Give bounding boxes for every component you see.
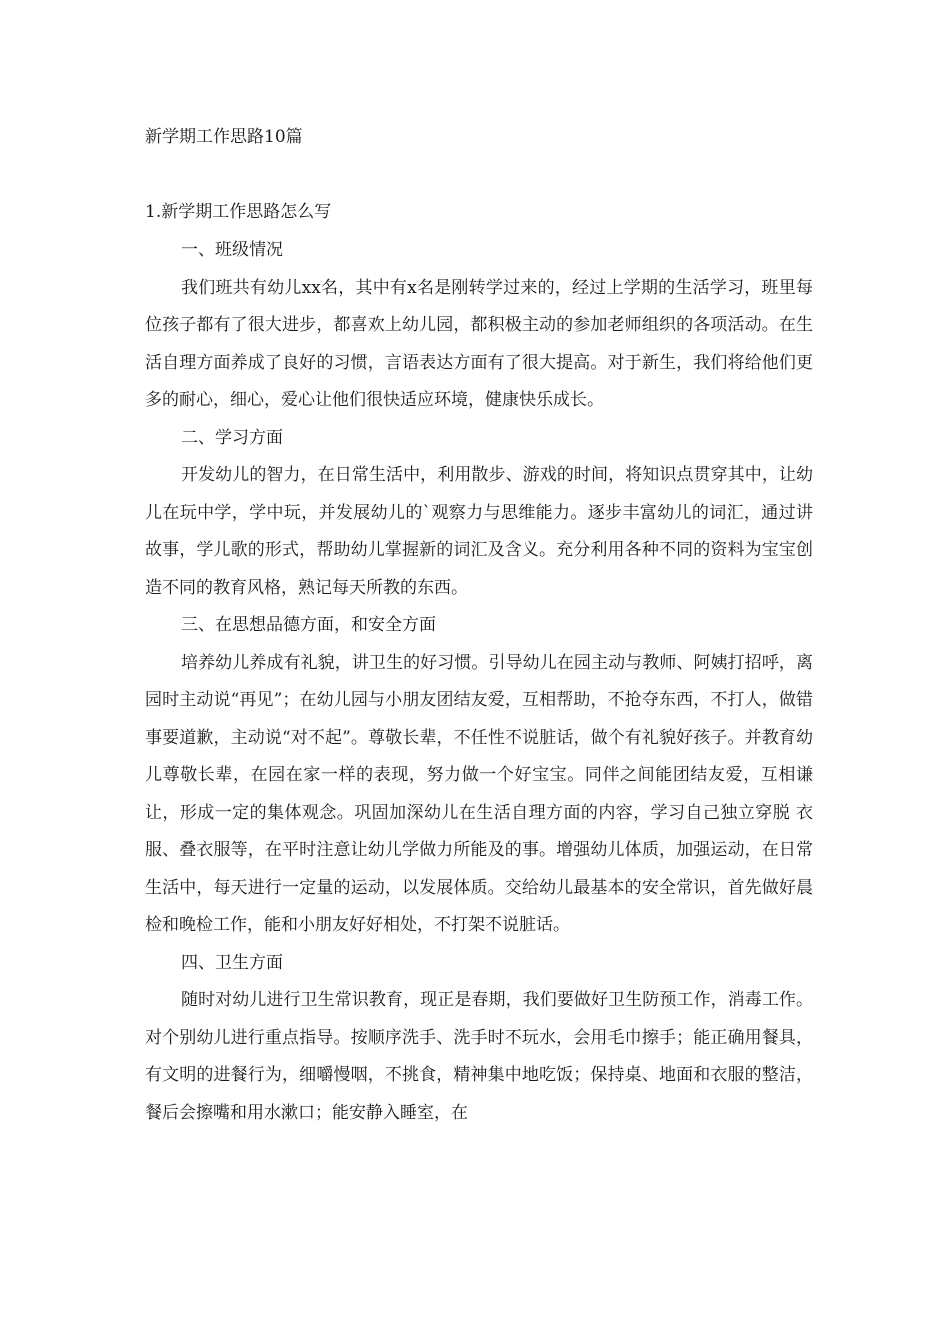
paragraph-class-situation: 我们班共有幼儿xx名，其中有x名是刚转学过来的，经过上学期的生活学习，班里每位孩子都有了很大进步，都喜欢上幼儿园，都积极主动的参加老师组织的各项活动。在生活自理方面养成了良好的习惯，言语表达方面有了很大提高。对于新生，我们将给他们更多的耐心，细心，爱心让他们很快适应环境，健康快乐成长。 (145, 277, 813, 410)
subheading-class-situation: 一、班级情况 (181, 240, 283, 260)
document-title: 新学期工作思路10篇 (145, 127, 303, 147)
paragraph-morality-safety: 培养幼儿养成有礼貌，讲卫生的好习惯。引导幼儿在园主动与教师、阿姨打招呼，离园时主动说“再见”；在幼儿园与小朋友团结友爱，互相帮助，不抢夺东西，不打人，做错事要道歉，主动说“对不起”。尊敬长辈，不任性不说脏话，做个有礼貌好孩子。并教育幼儿尊敬长辈，在园在家一样的表现，努力做一个好宝宝。同伴之间能团结友爱，互相谦让，形成一定的集体观念。巩固加深幼儿在生活自理方面的内容，学习自己独立穿脱 衣服、叠衣服等，在平时注意让幼儿学做力所能及的事。增强幼儿体质，加强运动，在日常生活中，每天进行一定量的运动，以发展体质。交给幼儿最基本的安全常识，首先做好晨检和晚检工作，能和小朋友好好相处，不打架不说脏话。 (145, 652, 813, 935)
subheading-learning: 二、学习方面 (181, 427, 283, 448)
paragraph-learning: 开发幼儿的智力，在日常生活中，利用散步、游戏的时间，将知识点贯穿其中，让幼儿在玩中学，学中玩，并发展幼儿的`观察力与思维能力。逐步丰富幼儿的词汇，通过讲故事，学儿歌的形式，帮助幼儿掌握新的词汇及含义。充分利用各种不同的资料为宝宝创造不同的教育风格，熟记每天所教的东西。 (145, 465, 813, 598)
subheading-hygiene: 四、卫生方面 (181, 952, 283, 973)
document-body (145, 232, 813, 1132)
paragraph-hygiene: 随时对幼儿进行卫生常识教育，现正是春期，我们要做好卫生防预工作，消毒工作。对个别幼儿进行重点指导。按顺序洗手、洗手时不玩水，会用毛巾擦手；能正确用餐具，有文明的进餐行为，细嚼慢咽，不挑食，精神集中地吃饭；保持桌、地面和衣服的整洁，餐后会擦嘴和用水漱口；能安静入睡室，在 (145, 990, 813, 1123)
subheading-morality-safety: 三、在思想品德方面，和安全方面 (181, 615, 436, 635)
section-title: 1.新学期工作思路怎么写 (145, 202, 332, 222)
